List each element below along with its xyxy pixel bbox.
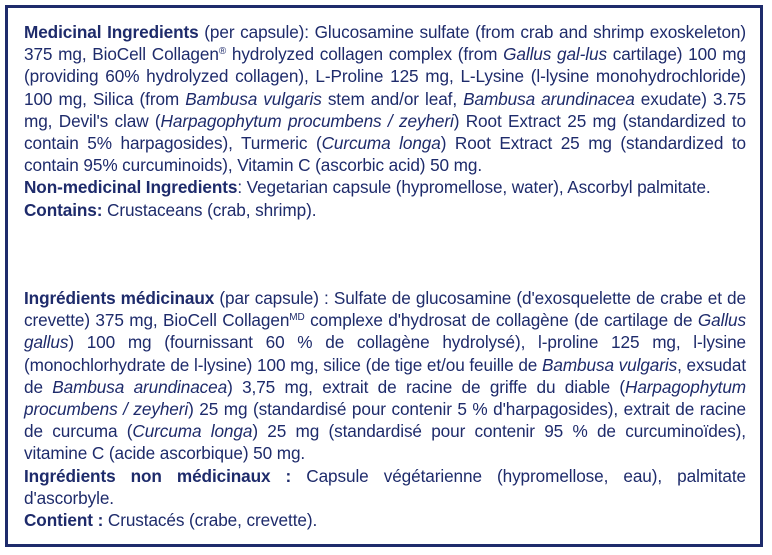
english-ingredients-section: [24, 21, 746, 221]
french-medicinal-text: ) 3,75 mg, extrait de racine de griffe du diable (: [227, 376, 626, 397]
french-non-medicinal-heading: Ingrédients non médicinaux :: [24, 465, 292, 486]
french-contains-text: Crustacés (crabe, crevette).: [103, 510, 318, 531]
english-contains-paragraph: [24, 199, 746, 221]
registered-trademark-mark: ®: [218, 46, 227, 58]
french-bambusa-arundinacea: Bambusa arundinacea: [52, 376, 228, 397]
english-non-medicinal-text: : Vegetarian capsule (hypromellose, water), Ascorbyl palmitate.: [237, 177, 711, 198]
english-contains-text: Crustaceans (crab, shrimp).: [102, 199, 317, 220]
english-medicinal-text: Glucosamine sulfate (from crab and shrimp exoskeleton) 375 mg, BioCell Collagen: [24, 22, 746, 65]
french-medicinal-text: Sulfate de glucosamine (d'exosquelette de crabe et de crevette) 375 mg, BioCell Collagen: [24, 288, 746, 331]
english-medicinal-heading: Medicinal Ingredients: [24, 22, 199, 42]
french-medicinal-text: ) 25 mg (standardisé pour contenir 95 % de curcuminoïdes), vitamine C (acide ascorbique) 50 mg.: [24, 421, 746, 464]
english-medicinal-text: ) Root Extract 25 mg (standardized to contain 5% harpagosides), Turmeric (: [24, 110, 747, 154]
french-harpagophytum: Harpagophytum procumbens / zeyheri: [24, 376, 747, 420]
english-per-capsule: (per capsule):: [198, 22, 315, 42]
english-medicinal-text: hydrolyzed collagen complex (from: [226, 44, 504, 65]
english-curcuma-longa: Curcuma longa: [321, 133, 441, 154]
french-per-capsule: (par capsule) :: [214, 288, 334, 308]
french-contains-heading: Contient :: [24, 510, 104, 531]
french-non-medicinal-text: Capsule végétarienne (hypromellose, eau), palmitate d'ascorbyle.: [24, 465, 746, 508]
french-ingredients-section: [24, 287, 746, 531]
english-medicinal-text: cartilage) 100 mg (providing 60% hydrolyzed collagen), L-Proline 125 mg, L-Lysine (l-lysine monohydrochloride) 100 mg, Silica (from: [24, 44, 746, 109]
english-contains-heading: Contains:: [24, 199, 103, 220]
french-medicinal-paragraph: [24, 287, 746, 465]
french-bambusa-vulgaris: Bambusa vulgaris: [542, 354, 678, 375]
english-medicinal-text: ) Root Extract 25 mg (standardized to contain 95% curcuminoids), Vitamin C (ascorbic acid) 50 mg.: [24, 133, 746, 176]
french-medicinal-heading: Ingrédients médicinaux: [24, 288, 215, 308]
english-bambusa-arundinacea: Bambusa arundinacea: [463, 88, 635, 109]
french-medicinal-text: ) 25 mg (standardisé pour contenir 5 % d'harpagosides), extrait de racine de curcuma (: [24, 399, 746, 442]
french-curcuma-longa: Curcuma longa: [132, 421, 253, 442]
english-gallus-gallus: Gallus gal-lus: [503, 44, 607, 65]
french-gallus-gallus: Gallus gallus: [24, 310, 746, 353]
english-non-medicinal-heading: Non-medicinal Ingredients: [24, 177, 238, 198]
english-non-medicinal-paragraph: [24, 176, 746, 198]
french-medicinal-text: ) 100 mg (fournissant 60 % de collagène hydrolysé), l-proline 125 mg, l-lysine (monochlorhydrate de l-lysine) 100 mg, silice (de tige et/ou feuille de: [24, 332, 746, 375]
english-medicinal-text: exudate) 3.75 mg, Devil's claw (: [24, 88, 747, 131]
english-medicinal-paragraph: [24, 21, 746, 176]
english-bambusa-vulgaris: Bambusa vulgaris: [185, 88, 322, 109]
md-trademark-mark: MD: [289, 312, 305, 324]
french-medicinal-text: complexe d'hydrosat de collagène (de cartilage de: [304, 310, 698, 331]
english-harpagophytum: Harpagophytum procumbens / zeyheri: [160, 110, 454, 131]
english-medicinal-text: stem and/or leaf,: [321, 88, 464, 109]
french-non-medicinal-paragraph: [24, 465, 746, 509]
french-medicinal-text: , exsudat de: [24, 354, 746, 397]
french-contains-paragraph: [24, 509, 746, 531]
